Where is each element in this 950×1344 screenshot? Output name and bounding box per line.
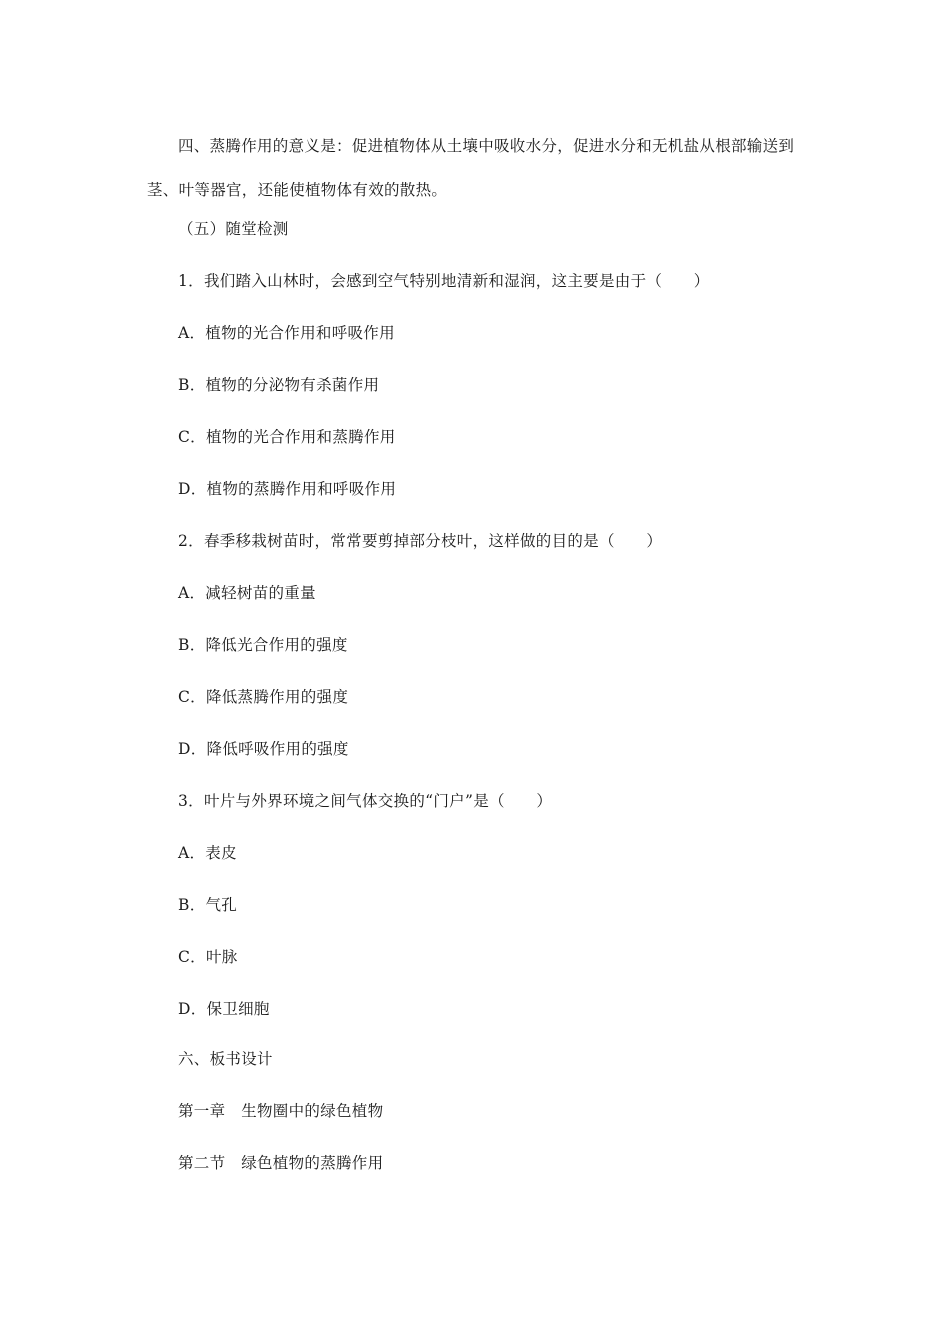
question-3-option-a: A．表皮 <box>178 844 237 862</box>
chapter-title: 第一章 生物圈中的绿色植物 <box>178 1102 384 1120</box>
question-1-option-b: B．植物的分泌物有杀菌作用 <box>178 376 380 394</box>
paragraph-transpiration-significance: 四、蒸腾作用的意义是：促进植物体从土壤中吸收水分，促进水分和无机盐从根部输送到茎、叶等器官，还能使植物体有效的散热。 <box>147 137 795 199</box>
question-2-option-c: C．降低蒸腾作用的强度 <box>178 688 349 706</box>
question-3-option-d: D．保卫细胞 <box>178 1000 270 1018</box>
question-3-option-b: B．气孔 <box>178 896 238 914</box>
question-3-option-c: C．叶脉 <box>178 948 238 966</box>
question-2-option-d: D．降低呼吸作用的强度 <box>178 740 349 758</box>
question-2-option-b: B．降低光合作用的强度 <box>178 636 348 654</box>
section-heading-check: （五）随堂检测 <box>178 220 289 238</box>
question-3-stem: 3．叶片与外界环境之间气体交换的“门户”是（ ） <box>178 792 553 810</box>
question-2-stem: 2．春季移栽树苗时，常常要剪掉部分枝叶，这样做的目的是（ ） <box>178 532 663 550</box>
question-1-option-c: C．植物的光合作用和蒸腾作用 <box>178 428 396 446</box>
section-heading-board-design: 六、板书设计 <box>178 1050 273 1068</box>
question-2-option-a: A．减轻树苗的重量 <box>178 584 316 602</box>
question-1-option-d: D．植物的蒸腾作用和呼吸作用 <box>178 480 397 498</box>
question-1-stem: 1．我们踏入山林时，会感到空气特别地清新和湿润，这主要是由于（ ） <box>178 272 710 290</box>
lesson-title: 第二节 绿色植物的蒸腾作用 <box>178 1154 384 1172</box>
question-1-option-a: A．植物的光合作用和呼吸作用 <box>178 324 395 342</box>
